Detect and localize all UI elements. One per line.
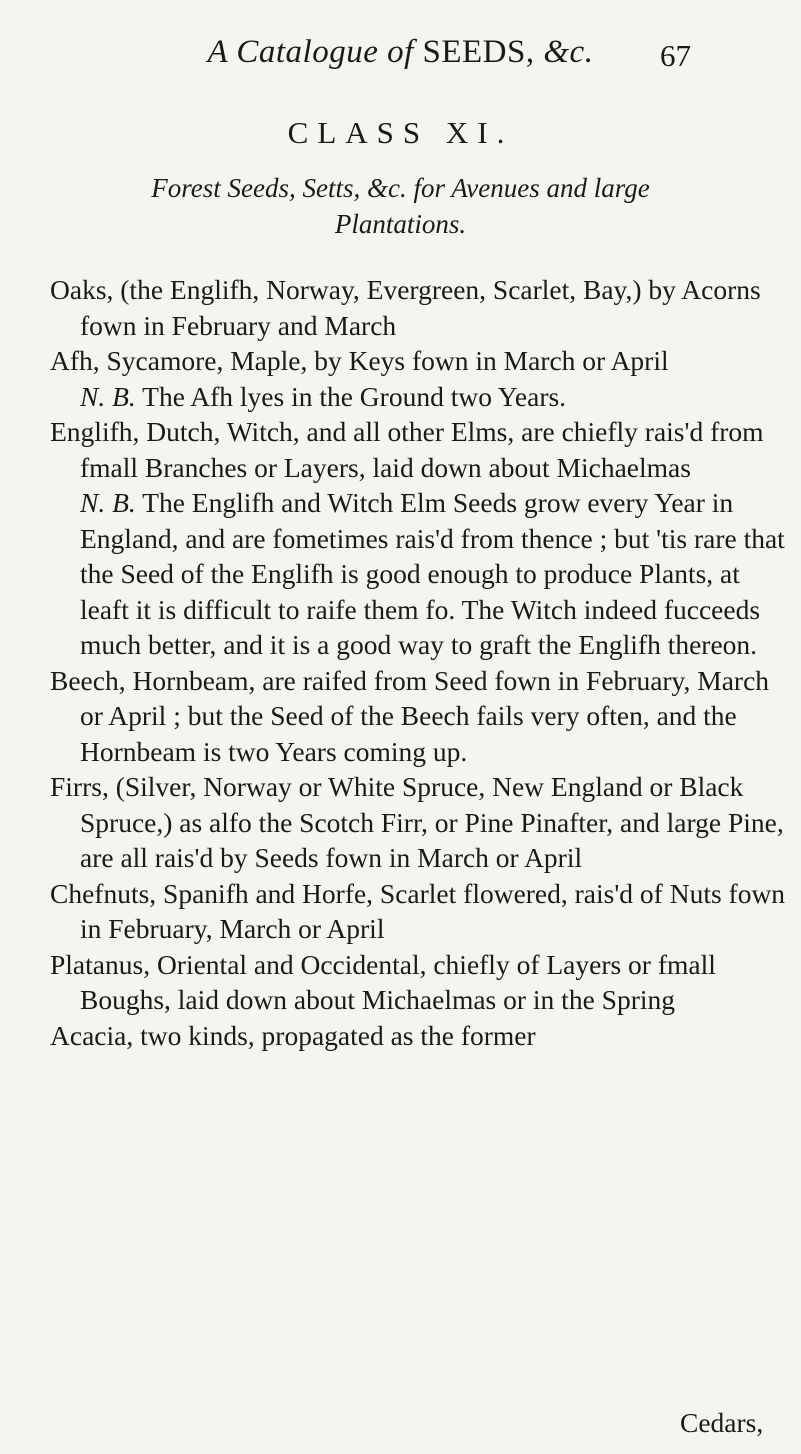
note-elms [50,485,795,663]
entry-text: Platanus, Oriental and Occidental, chiefly of Layers or fmall Boughs, laid down about Michaelmas or in the Spring [50,948,716,1015]
entry-acacia [50,1018,795,1054]
running-head-prefix: A Catalogue of [207,34,414,70]
entry-ash [50,343,795,379]
entry-text: Beech, Hornbeam, are raifed from Seed fown in February, March or April ; but the Seed of the Beech fails very often, and the Hornbeam is two Years coming up. [50,664,770,767]
entry-chesnuts [50,876,795,947]
entry-text: Acacia, two kinds, propagated as the former [50,1019,536,1051]
catalogue-entries [50,272,795,1053]
note-text: The Afh lyes in the Ground two Years. [135,380,567,412]
note-ash [50,379,795,415]
subtitle-line-1: Forest Seeds, Setts, &c. for Avenues and large [151,173,650,203]
note-text: The Englifh and Witch Elm Seeds grow every Year in England, and are fometimes rais'd from thence ; but 'tis rare that the Seed of the Englifh is good enough to produce Plants, at leaft it is difficult to raife them fo. The Witch indeed fucceeds much better, and it is a good way to graft the Englifh thereon. [80,487,785,660]
page-number: 67 [660,38,691,73]
entry-beech [50,663,795,770]
class-heading: CLASS XI. [287,115,514,150]
subtitle-line-2: Plantations. [334,209,467,239]
entry-firrs [50,769,795,876]
section-subtitle [0,170,801,242]
entry-text: Firrs, (Silver, Norway or White Spruce, New England or Black Spruce,) as alfo the Scotch Firr, or Pine Pinafter, and large Pine, are all rais'd by Seeds fown in March or April [50,771,784,873]
catchword: Cedars, [680,1407,764,1438]
note-lead: N. B. [80,487,136,518]
note-lead: N. B. [80,380,136,412]
entry-text: Englifh, Dutch, Witch, and all other Elms, are chiefly rais'd from fmall Branches or Layers, laid down about Michaelmas [50,416,764,483]
running-head-main: SEEDS, [422,34,535,70]
entry-elms [50,414,795,485]
entry-text: Afh, Sycamore, Maple, by Keys fown in March or April [50,345,669,376]
entry-text: Chefnuts, Spanifh and Horfe, Scarlet flowered, rais'd of Nuts fown in February, March or April [50,877,786,944]
entry-oaks [50,272,795,343]
running-head-suffix: &c. [543,34,594,70]
entry-text: Oaks, (the Englifh, Norway, Evergreen, Scarlet, Bay,) by Acorns fown in February and March [50,274,761,341]
entry-platanus [50,947,795,1018]
